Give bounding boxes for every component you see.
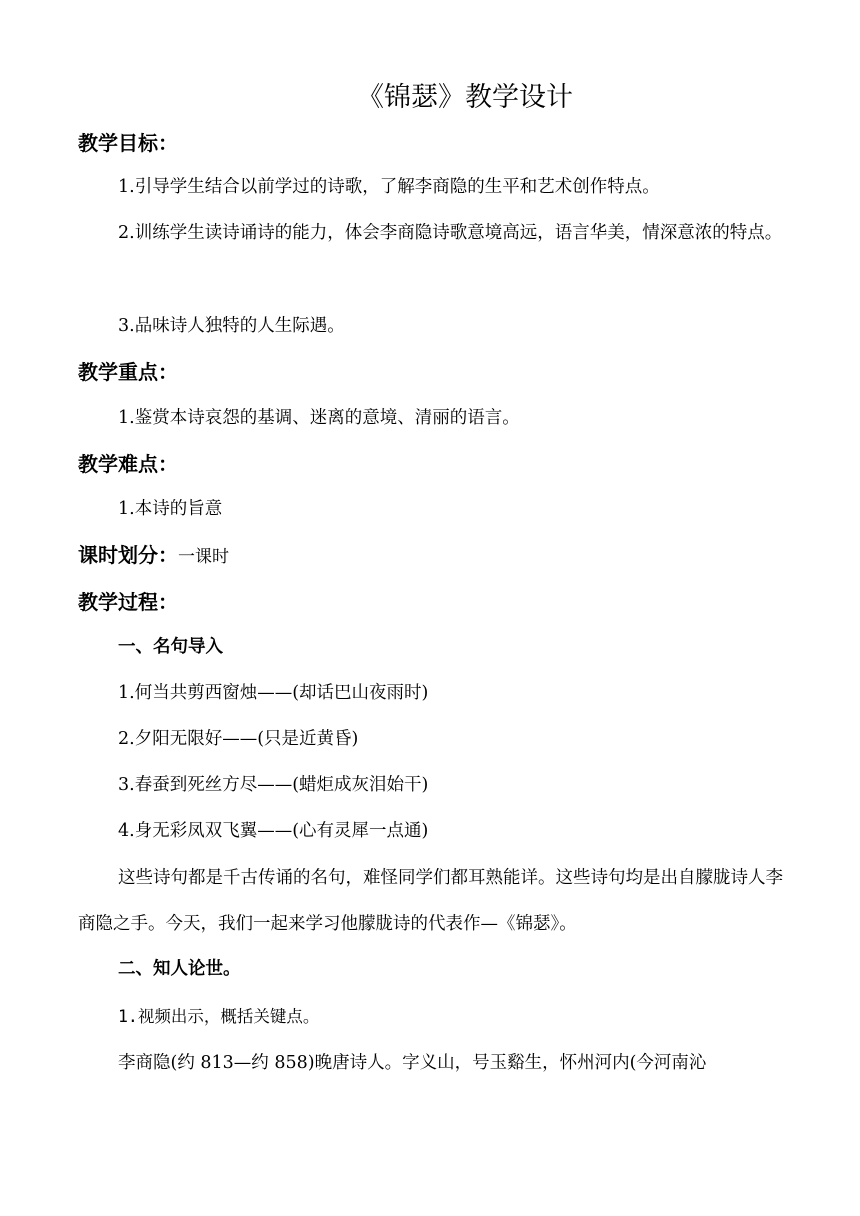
objective-item-1: 1.引导学生结合以前学过的诗歌，了解李商隐的生平和艺术创作特点。: [118, 177, 660, 197]
schedule-heading: 课时划分：: [78, 543, 178, 567]
objective-item-3: 3.品味诗人独特的人生际遇。: [118, 316, 345, 336]
quote-item-3: 3.春蚕到死丝方尽——(蜡炬成灰泪始干): [118, 775, 429, 795]
difficulties-heading: 教学难点：: [78, 452, 178, 476]
quote-item-4: 4.身无彩凤双飞翼——(心有灵犀一点通): [118, 821, 429, 841]
objectives-heading: 教学目标：: [78, 131, 178, 155]
schedule-value: 一课时: [178, 547, 229, 567]
key-points-heading: 教学重点：: [78, 360, 178, 384]
section1-heading: 一、名句导入: [118, 637, 223, 657]
document-title: 《锦瑟》教学设计: [357, 82, 573, 113]
objective-item-2: 2.训练学生读诗诵诗的能力，体会李商隐诗歌意境高远，语言华美，情深意浓的特点。: [118, 223, 783, 243]
schedule-line: [78, 540, 229, 572]
section2-heading: 二、知人论世。: [118, 959, 241, 979]
intro-paragraph: 这些诗句都是千古传诵的名句，难怪同学们都耳熟能详。这些诗句均是出自朦胧诗人李商隐之手。今天，我们一起来学习他朦胧诗的代表作—《锦瑟》。: [78, 868, 783, 934]
section2-item-1: 1.视频出示，概括关键点。: [118, 1007, 320, 1026]
difficulty-item-1: 1.本诗的旨意: [118, 499, 223, 519]
process-heading: 教学过程：: [78, 590, 178, 614]
quote-item-1: 1.何当共剪西窗烛——(却话巴山夜雨时): [118, 683, 429, 703]
key-point-item-1: 1.鉴赏本诗哀怨的基调、迷离的意境、清丽的语言。: [118, 408, 520, 428]
quote-item-2: 2.夕阳无限好——(只是近黄昏): [118, 729, 359, 749]
biography-paragraph: 李商隐(约 813—约 858)晚唐诗人。字义山，号玉谿生，怀州河内(今河南沁: [118, 1053, 707, 1073]
